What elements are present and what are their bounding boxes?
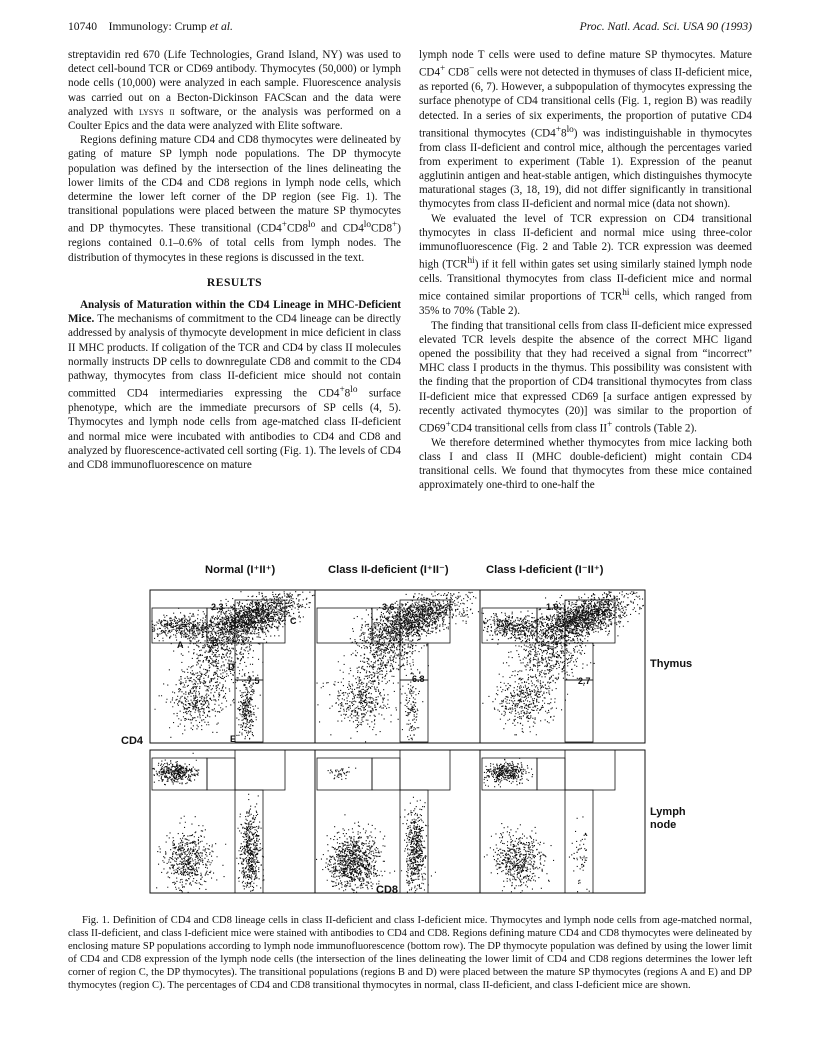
page-number: 10740: [68, 20, 97, 33]
paragraph: We therefore determined whether thymocytes from mice lacking both class I and class II (MHC double-deficient) might contain CD4 transitional cells. We found that thymocytes from these mice contained approximately one-third to one-half the: [419, 436, 752, 492]
ln-gate-cd8-class-i-deficient: [565, 790, 593, 893]
section-lead: Analysis of Maturation within the CD4 Lineage in MHC-Deficient Mice.: [68, 298, 401, 326]
pct-class-i-cd8-transitional: 2.7: [578, 676, 591, 686]
ln-cd8-cloud-class-ii-deficient: [400, 797, 436, 893]
paragraph: Analysis of Maturation within the CD4 Lineage in MHC-Deficient Mice. The mechanisms of commitment to the CD4 lineage can be directly addressed by analysis of thymocyte development in mice deficient in class II MHC products. If coligation of the TCR and CD4 by class II molecules normally instructs DP cells to downregulate CD8 and commit to the CD4 pathway, thymocytes from class II-deficient mice should not contain committed CD4 intermediaries expressing the $CD4^+8^{lo}$ surface phenotype, which are the immediate precursors of SP cells (4, 5). Thymocytes and lymph node cells from age-matched class II-deficient and normal mice were incubated with antibodies to CD4 and CD8 and analyzed by fluorescence-activated cell sorting (Fig. 1). The levels of CD4 and CD8 immunofluorescence on mature: [68, 298, 401, 471]
right-column: [419, 48, 752, 493]
ln-cd8-cloud-normal: [236, 794, 264, 892]
lymph-node-plot-class-i-deficient: [480, 750, 645, 893]
ln-cd8-cloud-class-i-deficient: [569, 816, 590, 892]
ln-dn-cloud-class-ii-deficient: [316, 814, 395, 893]
running-header: [68, 20, 752, 36]
header-left: [68, 20, 233, 33]
ln-gate-dp-normal: [235, 750, 285, 790]
gate-cd4-sp-class-ii-deficient: [317, 608, 372, 643]
flow-cytometry-plots: [0, 560, 816, 900]
caption-label: Fig. 1.: [82, 915, 110, 926]
ln-gate-dp-class-ii-deficient: [400, 750, 450, 790]
row-label-thymus: Thymus: [650, 658, 693, 670]
paragraph: We evaluated the level of TCR expression on CD4 transitional thymocytes in class II-deficient and normal mice using three-color immunofluorescence (Fig. 2 and Table 2). TCR expression was deemed high $(TCR^{hi})$ if it fell within gates set using similarly stained lymph node cells. Transitional thymocytes from class II-deficient mice and normal mice contained similar proportions of $TCR^{hi}$ cells, which ranged from 35% to 70% (Table 2).: [419, 212, 753, 318]
x-axis-label-cd8: CD8: [376, 884, 399, 896]
region-label-e: E: [230, 734, 237, 744]
ln-cd4-cloud-class-ii-deficient: [328, 767, 357, 780]
pct-class-ii-cd4-transitional: 3.6: [382, 602, 395, 612]
paragraph: Regions defining mature CD4 and CD8 thymocytes were delineated by gating of mature SP lymph node populations. The DP thymocyte population was defined by the intersection of the lines delineating the lower limits of the CD4 and CD8 regions in lymph node cells, which determine the lower left corner of the DP region (see Fig. 1). The transitional populations were placed between the mature SP thymocytes and DP thymocytes. These transitional ($CD4^+CD8^{lo}$ and $CD4^{lo}CD8^+$) regions contained 0.1–0.6% of total cells from lymph nodes. The distribution of thymocytes in these regions is discussed in the text.: [68, 134, 401, 264]
caption-text: Fig. 1. Definition of CD4 and CD8 lineage cells in class II-deficient and class I-deficient mice. Thymocytes and lymph node cells from age-matched normal, class II-deficient, and class I-deficient mice were stained with antibodies to CD4 and CD8. Regions defining mature CD4 and CD8 thymocytes were delineated by enclosing mature SP populations according to lymph node immunofluorescence (bottom row). The DP thymocyte population was defined by using the lower limit of CD4 and CD8 expression of the lymph node cells (the intersection of the lines delineating the lower limit of CD4 and CD8 regions determines the lower left corner of region C, the DP thymocytes). The transitional populations (regions B and D) were placed between the mature SP thymocytes (regions A and E) and DP thymocytes (region C). The percentages of CD4 and CD8 transitional thymocytes in normal, class II-deficient, and class I-deficient mice are shown.: [68, 915, 752, 992]
ln-gate-cd4-transitional-class-ii-deficient: [372, 758, 400, 790]
region-label-b: B: [212, 638, 219, 648]
results-heading: RESULTS: [206, 275, 263, 289]
ln-gate-cd4-transitional-class-i-deficient: [537, 758, 565, 790]
ln-dn-cloud-class-i-deficient: [484, 823, 554, 893]
pct-normal-cd4-transitional: 2.3: [211, 602, 224, 612]
figure-1: [0, 560, 816, 900]
dn-cloud-class-ii-deficient: [317, 667, 402, 743]
paragraph: streptavidin red 670 (Life Technologies, Grand Island, NY) was used to detect cell-bound TCR or CD69 antibody. Thymocytes (50,000) or lymph node cells (10,000) were analyzed in each sample. Fluorescence analysis was carried out on a Becton-Dickinson FACScan and the data were analyzed with lysys ii software, or the analysis was performed on a Coulter Epics and the data were analyzed with Elite software.: [68, 49, 401, 133]
panel-title-class-i-deficient: Class I-deficient (I⁻II⁺): [486, 564, 604, 576]
gate-cd4-sp-class-i-deficient: [482, 608, 537, 643]
dn-cloud-normal: [155, 670, 241, 738]
gate-cd8-sp-class-i-deficient: [565, 680, 593, 742]
cd8-sp-cloud-normal: [233, 654, 260, 740]
panel-title-class-ii-deficient: Class II-deficient (I⁺II⁻): [328, 564, 449, 576]
region-label-a: A: [177, 640, 184, 650]
ln-gate-cd4-transitional-normal: [207, 758, 235, 790]
ln-cd4-cloud-class-i-deficient: [484, 758, 533, 788]
pct-class-i-cd4-transitional: 1.9: [546, 602, 559, 612]
ln-dn-cloud-normal: [156, 816, 226, 893]
left-column: [68, 48, 401, 472]
header-etal: et al.: [209, 20, 233, 33]
paragraph: The finding that transitional cells from class II-deficient mice expressed elevated TCR levels despite the absence of the correct MHC ligand opened the possibility that they had received a signal from “incorrect” MHC class I products in the thymus. This possibility was consistent with the finding that the proportion of CD4 transitional thymocytes from class II-deficient mice that expressed CD69 [a surface antigen expressed by recently activated thymocytes (20)] was similar to the proportion of CD69+CD4 transitional cells from class II+ controls (Table 2).: [419, 319, 752, 435]
panel-title-normal: Normal (I⁺II⁺): [205, 564, 276, 576]
row-label-lymph-node: Lymph node: [650, 806, 686, 831]
dp-cloud-class-ii-deficient: [351, 591, 479, 662]
gate-cd8-sp-class-ii-deficient: [400, 680, 428, 742]
dn-cloud-class-i-deficient: [482, 660, 566, 736]
journal-citation: Proc. Natl. Acad. Sci. USA 90 (1993): [579, 20, 752, 33]
header-section: Immunology: Crump: [108, 20, 207, 33]
figure-caption: [68, 914, 752, 993]
pct-class-ii-cd8-transitional: 6.8: [412, 674, 425, 684]
region-label-c: C: [290, 616, 297, 626]
region-label-d: D: [228, 662, 235, 672]
gate-cd8-transitional-class-i-deficient: [565, 643, 593, 680]
paragraph: lymph node T cells were used to define mature SP thymocytes. Mature CD4+ CD8− cells were not detected in thymuses of class II-deficient mice, as reported (6, 7). However, a subpopulation of thymocytes expressing the surface phenotype of CD4 transitional cells (Fig. 1, region B) was readily detected. In a series of six experiments, the proportion of putative CD4 transitional thymocytes $(CD4^+8^{lo})$ was indistinguishable in thymocytes from class II-deficient and control mice, although the percentages varied from experiment to experiment (Table 1). Expression of the peanut agglutinin antigen and heat-stable antigen, which distinguishes thymocyte maturational stages (3, 18, 19), did not differ significantly in transitional thymocytes from class II-deficient and normal mice (data not shown).: [419, 49, 752, 211]
gate-cd8-transitional-normal: [235, 643, 263, 680]
ln-gate-dp-class-i-deficient: [565, 750, 615, 790]
y-axis-label-cd4: CD4: [121, 735, 144, 747]
pct-normal-cd8-transitional: 7.5: [247, 676, 260, 686]
software-name: lysys ii: [139, 105, 175, 118]
